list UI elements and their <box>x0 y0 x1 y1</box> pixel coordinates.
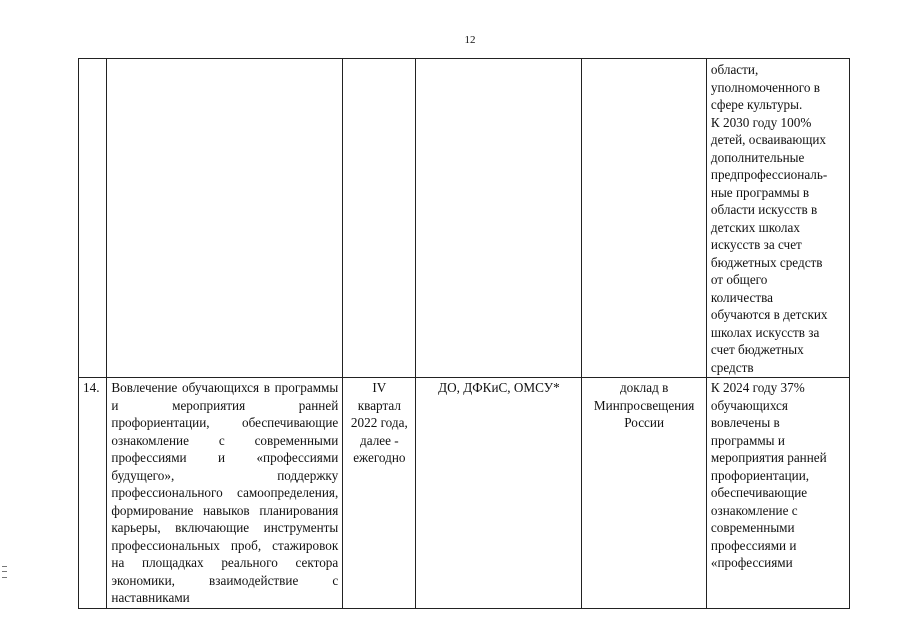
cell-report: доклад в Минпросвещения России <box>582 378 706 609</box>
cell-result-continued: области, уполномоченного в сфере культуры. К 2030 году 100% детей, осваивающих дополнительные предпрофессиональ- ные программы в области искусств в детских школах искусств за счет бюджетных средств от общего количества обучаются в детских школах искусств за счет бюджетных средств <box>706 59 849 378</box>
cell-number: 14. <box>79 378 107 609</box>
table-row-continued <box>79 59 850 378</box>
measures-table <box>78 58 850 609</box>
cell-term-empty <box>343 59 416 378</box>
page-number: 12 <box>464 34 476 46</box>
cell-term: IV квартал 2022 года, далее - ежегодно <box>343 378 416 609</box>
cell-report-empty <box>582 59 706 378</box>
cell-responsible-empty <box>416 59 582 378</box>
cell-action: Вовлечение обучающихся в программы и мероприятия ранней профориентации, обеспечивающие ознакомление с современными профессиями и «профессиями будущего», поддержку профессионального самоопределения, формирование навыков планирования карьеры, включающие инструменты профессиональных проб, стажировок на площадках реального сектора экономики, взаимодействие с наставниками <box>107 378 343 609</box>
cell-number-empty <box>79 59 107 378</box>
margin-mark <box>2 566 7 578</box>
table-row-14 <box>79 378 850 609</box>
cell-result: К 2024 году 37% обучающихся вовлечены в программы и мероприятия ранней профориентации, обеспечивающие ознакомление с современными профессиями и «профессиями <box>706 378 849 609</box>
cell-action-empty <box>107 59 343 378</box>
cell-responsible: ДО, ДФКиС, ОМСУ* <box>416 378 582 609</box>
